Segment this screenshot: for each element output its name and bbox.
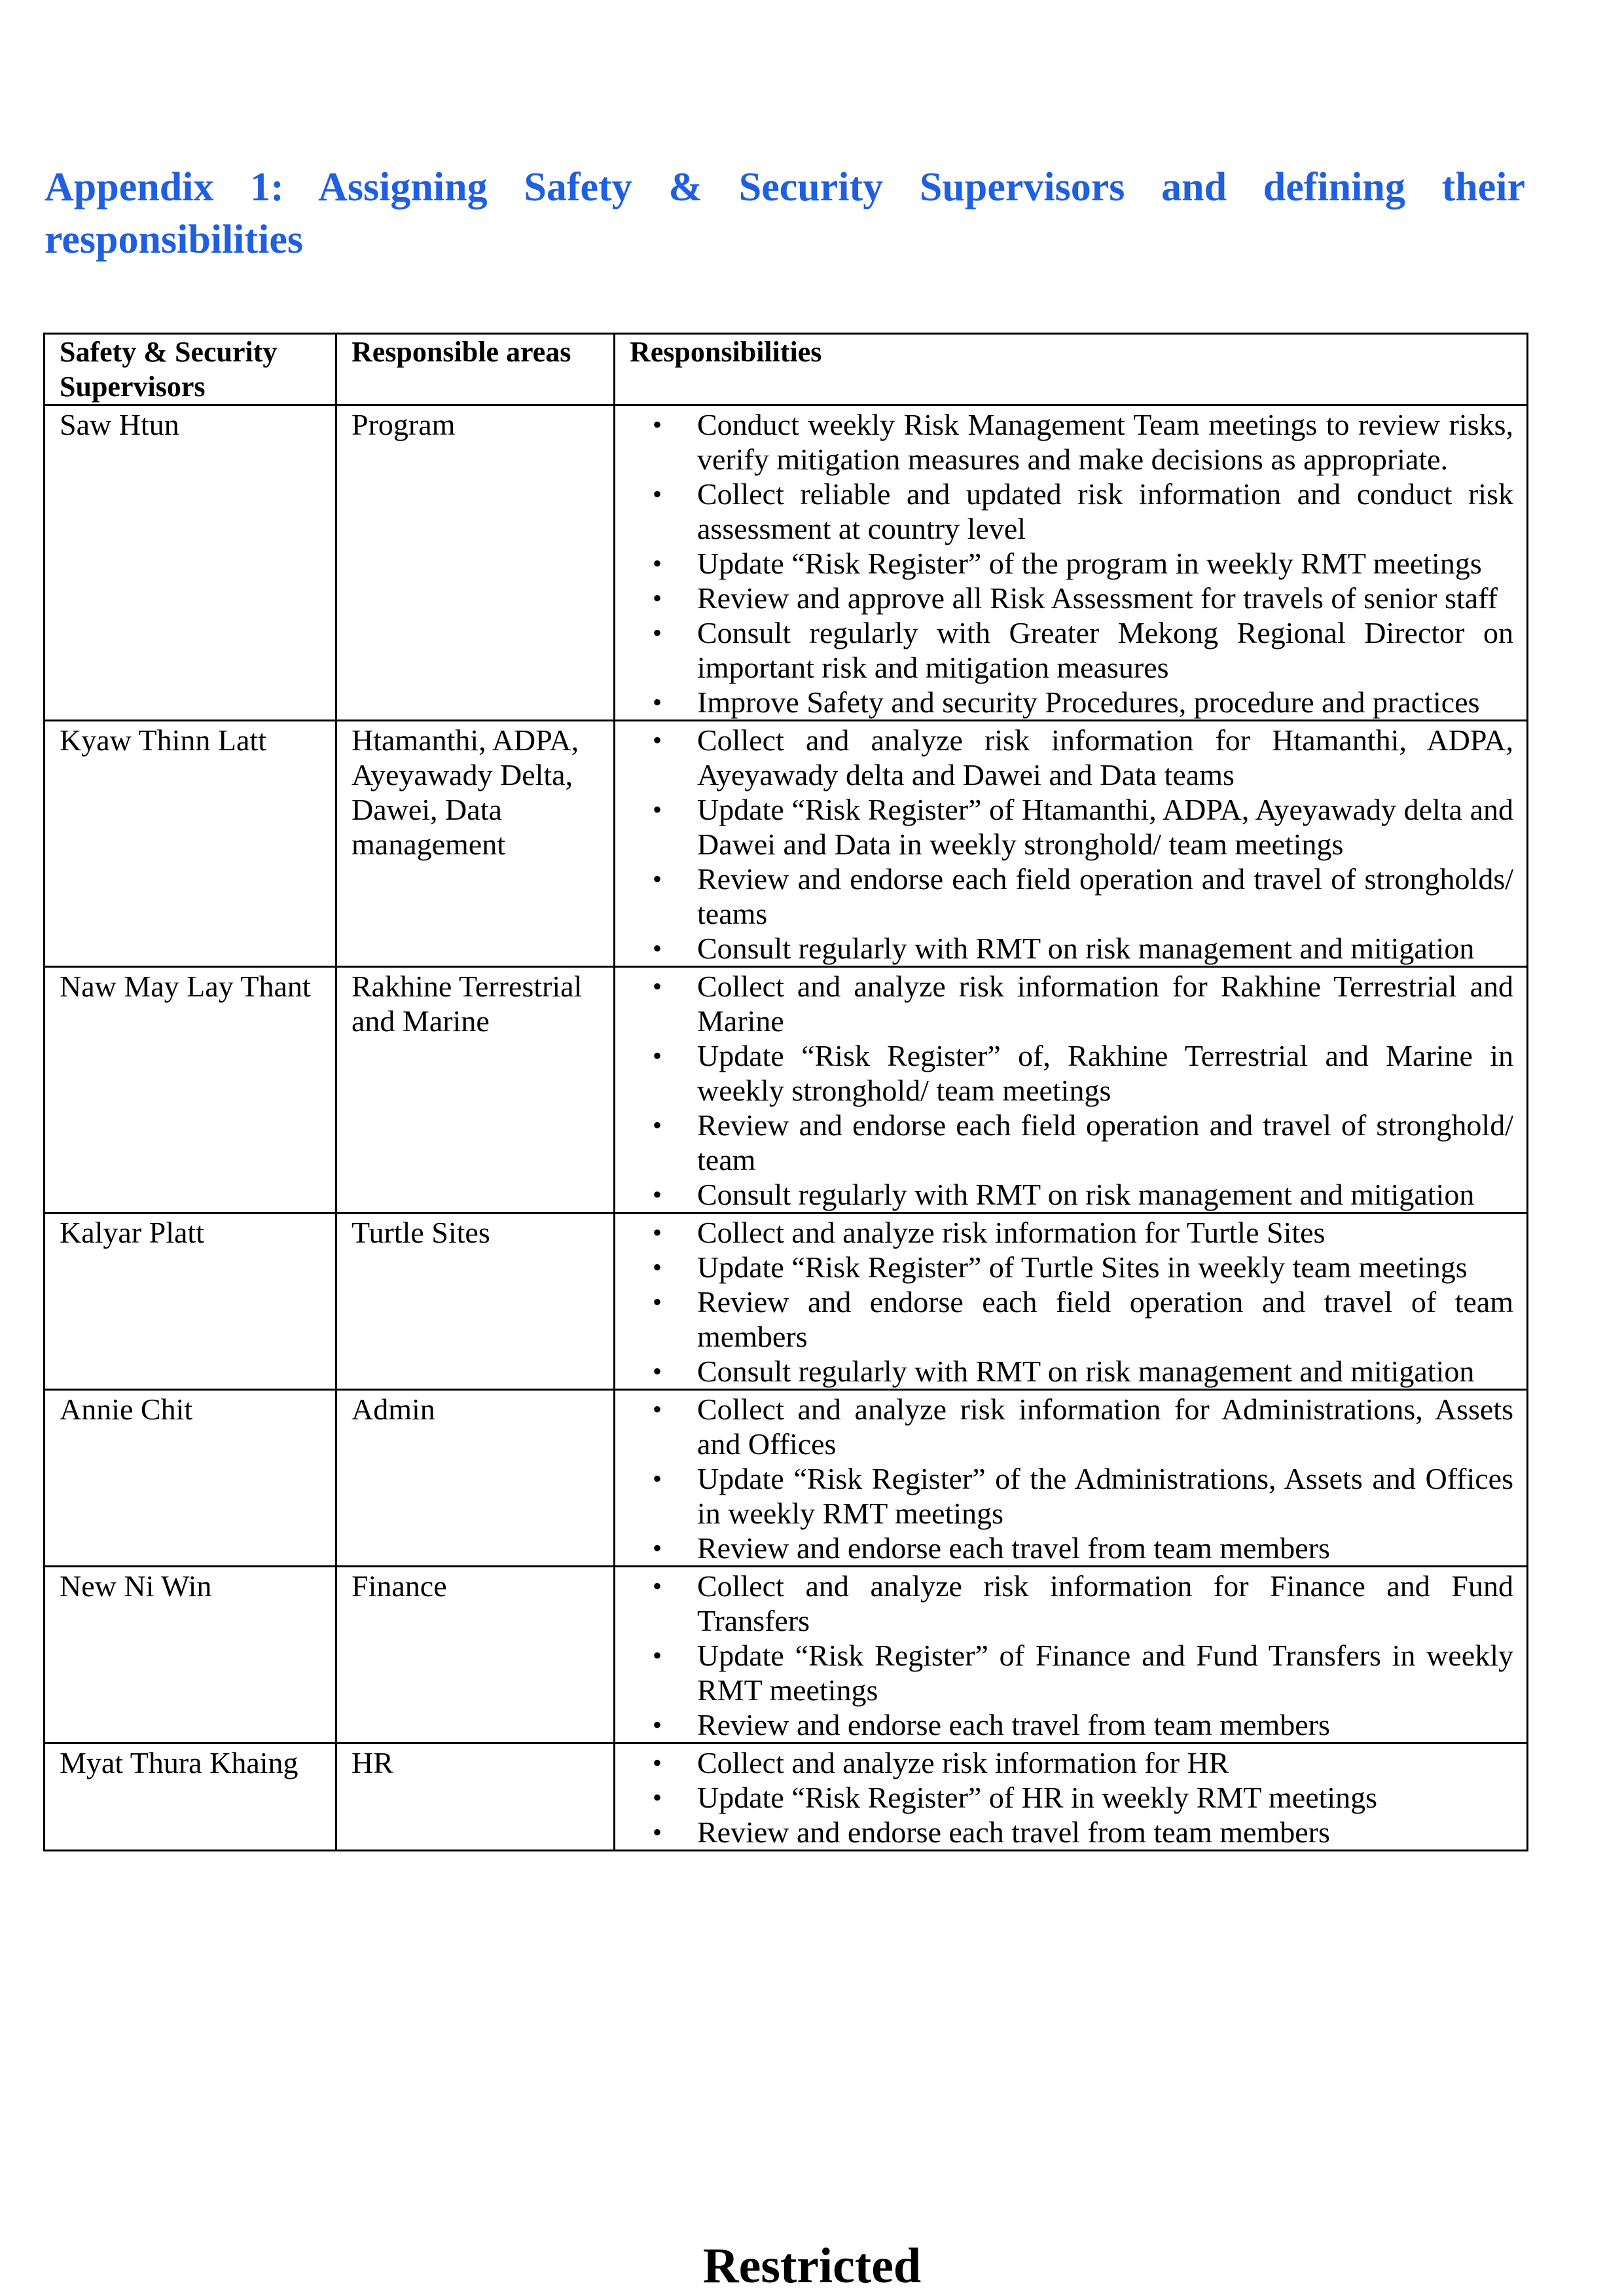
responsibility-text: Update “Risk Register” of HR in weekly RMT meetings (697, 1781, 1378, 1814)
bullet-icon: • (652, 725, 662, 755)
list-item (628, 862, 1513, 931)
responsibilities-list (628, 723, 1513, 966)
responsibilities-list (628, 1569, 1513, 1742)
responsibilities-cell (615, 721, 1528, 967)
bullet-icon: • (652, 1218, 662, 1247)
responsibilities-cell (615, 1390, 1528, 1567)
responsible-area: Admin (336, 1390, 615, 1567)
responsibility-text: Update “Risk Register” of Finance and Fund Transfers in weekly RMT meetings (697, 1639, 1513, 1707)
responsibility-text: Update “Risk Register” of the program in weekly RMT meetings (697, 547, 1482, 580)
bullet-icon: • (652, 687, 662, 717)
supervisor-name: Naw May Lay Thant (45, 967, 336, 1213)
list-item (628, 477, 1513, 546)
list-item (628, 1531, 1513, 1565)
responsibility-text: Collect and analyze risk information for Administrations, Assets and Offices (697, 1393, 1513, 1461)
responsibility-text: Collect and analyze risk information for Finance and Fund Transfers (697, 1569, 1513, 1637)
supervisor-name: New Ni Win (45, 1567, 336, 1743)
bullet-icon: • (652, 1464, 662, 1493)
bullet-icon: • (652, 972, 662, 1001)
list-item (628, 1461, 1513, 1531)
responsibilities-list (628, 1745, 1513, 1850)
responsibilities-list (628, 1392, 1513, 1565)
responsibilities-cell (615, 967, 1528, 1213)
list-item (628, 1638, 1513, 1707)
header-responsibilities: Responsibilities (615, 334, 1528, 405)
responsible-area: Turtle Sites (336, 1213, 615, 1390)
table-row (45, 1213, 1528, 1390)
list-item (628, 1780, 1513, 1815)
responsibility-text: Consult regularly with Greater Mekong Regional Director on important risk and mitigation measures (697, 616, 1513, 684)
supervisor-name: Kyaw Thinn Latt (45, 721, 336, 967)
list-item (628, 1354, 1513, 1389)
responsibility-text: Update “Risk Register” of Turtle Sites in weekly team meetings (697, 1250, 1468, 1284)
table-header-row (45, 334, 1528, 405)
list-item (628, 1745, 1513, 1780)
responsibility-text: Update “Risk Register” of, Rakhine Terrestrial and Marine in weekly stronghold/ team meetings (697, 1039, 1513, 1107)
responsibilities-list (628, 1215, 1513, 1389)
bullet-icon: • (652, 1252, 662, 1282)
responsible-area: Htamanthi, ADPA, Ayeyawady Delta, Dawei, Data management (336, 721, 615, 967)
responsibility-text: Review and endorse each travel from team members (697, 1815, 1330, 1849)
bullet-icon: • (652, 1817, 662, 1847)
bullet-icon: • (652, 618, 662, 647)
header-supervisors: Safety & Security Supervisors (45, 334, 336, 405)
bullet-icon: • (652, 1357, 662, 1386)
table-row (45, 1743, 1528, 1851)
responsibility-text: Collect and analyze risk information for Turtle Sites (697, 1216, 1326, 1249)
list-item (628, 1707, 1513, 1742)
responsibilities-cell (615, 1567, 1528, 1743)
list-item (628, 723, 1513, 792)
responsible-area: Finance (336, 1567, 615, 1743)
bullet-icon: • (652, 1710, 662, 1740)
supervisor-name: Kalyar Platt (45, 1213, 336, 1390)
responsibility-text: Review and endorse each field operation and travel of team members (697, 1285, 1513, 1353)
list-item (628, 1392, 1513, 1461)
responsibilities-cell (615, 1743, 1528, 1851)
responsibility-text: Collect and analyze risk information for Htamanthi, ADPA, Ayeyawady delta and Dawei and Data teams (697, 723, 1513, 792)
list-item (628, 1108, 1513, 1177)
list-item (628, 1285, 1513, 1354)
bullet-icon: • (652, 1041, 662, 1070)
responsibility-text: Collect and analyze risk information for Rakhine Terrestrial and Marine (697, 970, 1513, 1038)
responsibility-text: Conduct weekly Risk Management Team meetings to review risks, verify mitigation measures and make decisions as appropriate. (697, 408, 1513, 476)
list-item (628, 1569, 1513, 1638)
bullet-icon: • (652, 1571, 662, 1601)
list-item (628, 931, 1513, 966)
responsibility-text: Collect and analyze risk information for HR (697, 1746, 1229, 1779)
list-item (628, 1177, 1513, 1212)
list-item (628, 407, 1513, 477)
list-item (628, 969, 1513, 1038)
list-item (628, 1250, 1513, 1285)
bullet-icon: • (652, 583, 662, 613)
responsibility-text: Update “Risk Register” of the Administrations, Assets and Offices in weekly RMT meetings (697, 1462, 1513, 1530)
bullet-icon: • (652, 479, 662, 509)
supervisor-name: Annie Chit (45, 1390, 336, 1567)
responsibility-text: Consult regularly with RMT on risk management and mitigation (697, 1178, 1475, 1211)
responsible-area: HR (336, 1743, 615, 1851)
responsibility-text: Review and endorse each travel from team members (697, 1708, 1330, 1741)
bullet-icon: • (652, 864, 662, 894)
responsibility-text: Review and approve all Risk Assessment for travels of senior staff (697, 581, 1498, 615)
responsibility-text: Consult regularly with RMT on risk management and mitigation (697, 1355, 1475, 1388)
list-item (628, 1038, 1513, 1108)
bullet-icon: • (652, 1748, 662, 1777)
header-responsible-areas: Responsible areas (336, 334, 615, 405)
bullet-icon: • (652, 795, 662, 824)
bullet-icon: • (652, 934, 662, 963)
footer-classification: Restricted (702, 2238, 922, 2293)
list-item (628, 1215, 1513, 1250)
table-row (45, 1567, 1528, 1743)
responsibilities-list (628, 407, 1513, 720)
list-item (628, 581, 1513, 615)
list-item (628, 1815, 1513, 1850)
table-row (45, 1390, 1528, 1567)
responsibility-text: Review and endorse each travel from team members (697, 1531, 1330, 1565)
list-item (628, 792, 1513, 862)
table-row (45, 967, 1528, 1213)
list-item (628, 685, 1513, 720)
responsible-area: Program (336, 405, 615, 721)
page-title: Appendix 1: Assigning Safety & Security Supervisors and defining their responsibilities (45, 165, 1525, 262)
responsibility-text: Collect reliable and updated risk information and conduct risk assessment at country level (697, 477, 1513, 545)
responsible-area: Rakhine Terrestrial and Marine (336, 967, 615, 1213)
bullet-icon: • (652, 1180, 662, 1209)
responsibility-text: Consult regularly with RMT on risk management and mitigation (697, 932, 1475, 965)
bullet-icon: • (652, 1287, 662, 1317)
bullet-icon: • (652, 549, 662, 578)
responsibility-text: Review and endorse each field operation and travel of stronghold/ team (697, 1108, 1513, 1176)
bullet-icon: • (652, 1110, 662, 1140)
table-body (45, 405, 1528, 1851)
responsibilities-list (628, 969, 1513, 1212)
supervisor-name: Saw Htun (45, 405, 336, 721)
responsibilities-cell (615, 405, 1528, 721)
supervisors-table (43, 333, 1528, 1851)
responsibility-text: Review and endorse each field operation and travel of strongholds/ teams (697, 862, 1513, 930)
responsibilities-cell (615, 1213, 1528, 1390)
bullet-icon: • (652, 1783, 662, 1812)
responsibility-text: Improve Safety and security Procedures, procedure and practices (697, 685, 1480, 719)
bullet-icon: • (652, 410, 662, 439)
responsibility-text: Update “Risk Register” of Htamanthi, ADPA, Ayeyawady delta and Dawei and Data in weekly stronghold/ team meetings (697, 793, 1513, 861)
list-item (628, 615, 1513, 685)
supervisor-name: Myat Thura Khaing (45, 1743, 336, 1851)
table-row (45, 721, 1528, 967)
table-row (45, 405, 1528, 721)
bullet-icon: • (652, 1533, 662, 1563)
bullet-icon: • (652, 1394, 662, 1424)
list-item (628, 546, 1513, 581)
bullet-icon: • (652, 1641, 662, 1670)
